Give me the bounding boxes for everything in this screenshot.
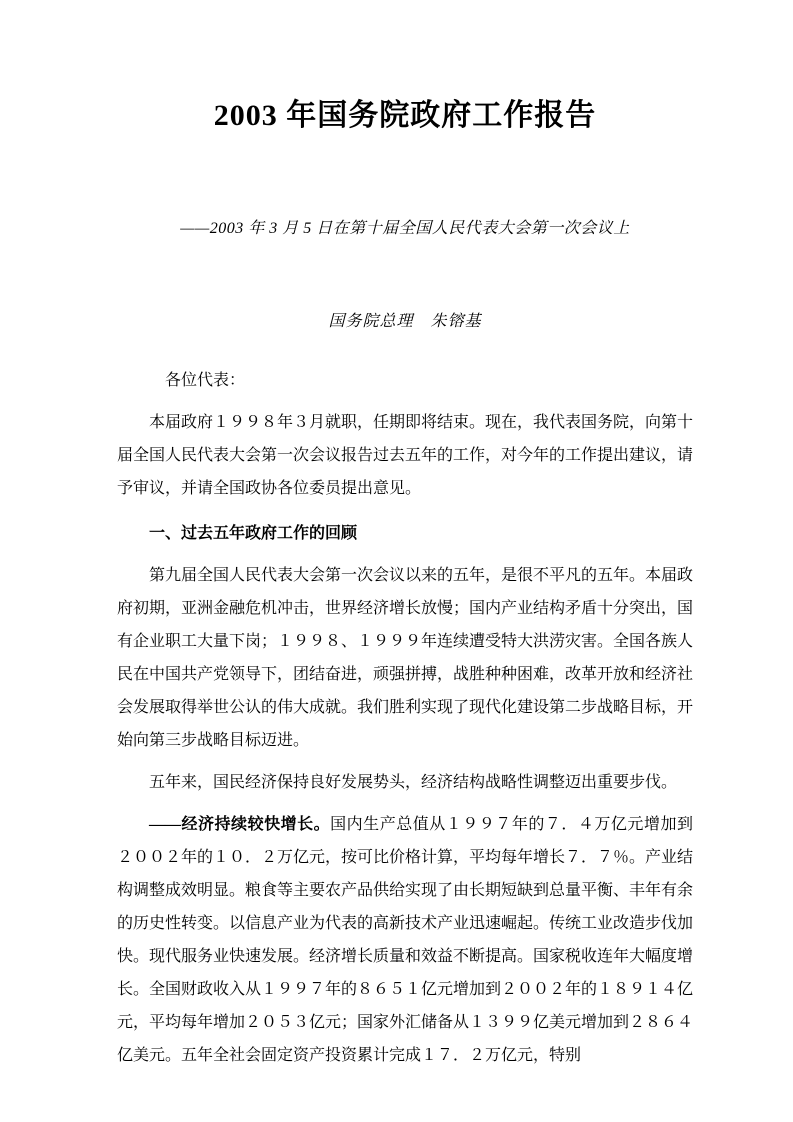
document-subtitle: ——2003 年 3 月 5 日在第十届全国人民代表大会第一次会议上 xyxy=(180,220,630,237)
paragraph-economic-growth xyxy=(117,808,693,1072)
document-title: 2003 年国务院政府工作报告 xyxy=(213,99,597,132)
document-byline: 国务院总理 朱镕基 xyxy=(328,313,482,330)
paragraph-economic-growth-text: 国内生产总值从１９９７年的７．４万亿元增加到２００２年的１０．２万亿元，按可比价格计算，平均每年增长７．７％。产业结构调整成效明显。粮食等主要农产品供给实现了由长期短缺到总量平衡、丰年有余的历史性转变。以信息产业为代表的高新技术产业迅速崛起。传统工业改造步伐加快。现代服务业快速发展。经济增长质量和效益不断提高。国家税收连年大幅度增长。全国财政收入从１９９７年的８６５１亿元增加到２００２年的１８９１４亿元，平均每年增加２０５３亿元；国家外汇储备从１３９９亿美元增加到２８６４亿美元。五年全社会固定资产投资累计完成１７．２万亿元，特别 xyxy=(117,816,694,1064)
salutation-line: 各位代表： xyxy=(165,372,246,389)
paragraph-intro: 本届政府１９９８年３月就职，任期即将结束。现在，我代表国务院，向第十届全国人民代表大会第一次会议报告过去五年的工作，对今年的工作提出建议，请予审议，并请全国政协各位委员提出意见。 xyxy=(117,414,694,497)
paragraph-five-year-review: 第九届全国人民代表大会第一次会议以来的五年，是很不平凡的五年。本届政府初期，亚洲金融危机冲击，世界经济增长放慢；国内产业结构矛盾十分突出，国有企业职工大量下岗；１９９８、１９９９年连续遭受特大洪涝灾害。全国各族人民在中国共产党领导下，团结奋进，顽强拼搏，战胜种种困难，改革开放和经济社会发展取得举世公认的伟大成就。我们胜利实现了现代化建设第二步战略目标，开始向第三步战略目标迈进。 xyxy=(117,567,694,749)
paragraph-economic-growth-lead: ——经济持续较快增长。 xyxy=(149,816,331,833)
paragraph-economy-summary: 五年来，国民经济保持良好发展势头，经济结构战略性调整迈出重要步伐。 xyxy=(149,774,678,791)
section-1-heading: 一、过去五年政府工作的回顾 xyxy=(149,525,358,542)
